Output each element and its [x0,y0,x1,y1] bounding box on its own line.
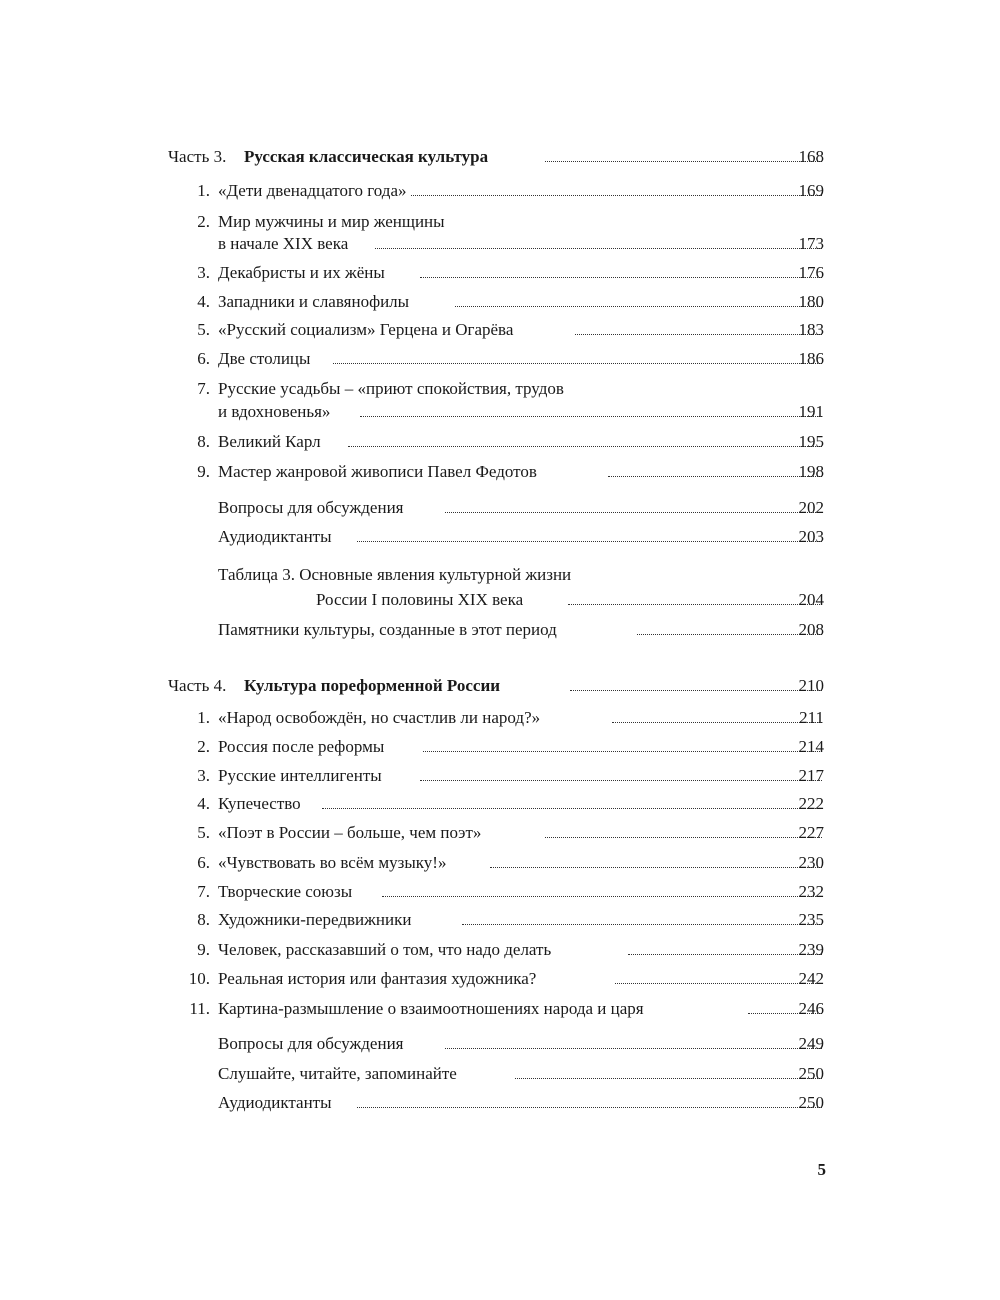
toc-entry[interactable] [0,319,1000,341]
page-ref: 239 [798,940,824,959]
entry-title: «Дети двенадцатого года» [218,180,410,202]
entry-number: 7. [197,379,210,398]
page-number: 5 [817,1160,826,1179]
dot-leader [445,1048,822,1049]
part-heading[interactable] [0,675,1000,697]
toc-entry[interactable] [0,378,1000,400]
dot-leader [357,541,822,542]
dot-leader [568,604,822,605]
dot-leader [570,690,822,691]
toc-entry[interactable] [0,180,1000,202]
toc-entry[interactable] [0,431,1000,453]
page-ref: 230 [798,853,824,872]
dot-leader [462,924,822,925]
entry-number: 1. [197,181,210,200]
dot-leader [575,334,822,335]
part-title: Культура пореформенной России [244,675,503,697]
toc-entry-continuation[interactable] [0,233,1000,255]
toc-entry[interactable] [0,291,1000,313]
toc-entry[interactable] [0,707,1000,729]
entry-title: Художники-передвижники [218,909,414,931]
entry-number: 3. [197,263,210,282]
toc-entry[interactable] [0,1063,1000,1085]
entry-title: Декабристы и их жёны [218,262,388,284]
dot-leader [445,512,822,513]
toc-entry[interactable] [0,822,1000,844]
entry-number: 10. [188,969,210,988]
page-ref: 183 [798,320,824,339]
dot-leader [612,722,822,723]
page-ref: 195 [798,432,824,451]
entry-number: 2. [197,737,210,756]
entry-title: Творческие союзы [218,881,355,903]
toc-entry[interactable] [0,793,1000,815]
dot-leader [360,416,822,417]
entry-number: 5. [197,823,210,842]
entry-title: Таблица 3. Основные явления культурной жизни [218,564,574,586]
toc-entry[interactable] [0,998,1000,1020]
entry-title: Русские усадьбы – «приют спокойствия, трудов [218,378,567,400]
toc-entry[interactable] [0,348,1000,370]
page-ref: 202 [798,498,824,517]
page-ref: 168 [798,147,824,166]
entry-title: «Чувствовать во всём музыку!» [218,852,449,874]
dot-leader [322,808,822,809]
dot-leader [390,195,822,196]
dot-leader [423,751,822,752]
page-ref: 173 [798,234,824,253]
entry-title: Великий Карл [218,431,324,453]
toc-entry[interactable] [0,564,1000,586]
page-ref: 191 [798,402,824,421]
entry-number: 4. [197,292,210,311]
part-title: Русская классическая культура [244,146,491,168]
toc-entry[interactable] [0,497,1000,519]
page-ref: 222 [798,794,824,813]
toc-entry[interactable] [0,1033,1000,1055]
toc-entry-continuation[interactable] [0,401,1000,423]
toc-entry[interactable] [0,1092,1000,1114]
entry-title: Западники и славянофилы [218,291,412,313]
page-ref: 211 [799,708,824,727]
page-ref: 169 [798,181,824,200]
dot-leader [490,867,822,868]
toc-entry[interactable] [0,909,1000,931]
page-ref: 214 [798,737,824,756]
dot-leader [375,248,822,249]
dot-leader [545,837,822,838]
part-label: Часть 3. [168,147,227,166]
entry-number: 1. [197,708,210,727]
entry-number: 6. [197,853,210,872]
dot-leader [333,363,822,364]
toc-entry-continuation[interactable] [0,589,1000,611]
entry-title: «Народ освобождён, но счастлив ли народ?» [218,707,543,729]
page-ref: 176 [798,263,824,282]
dot-leader [357,1107,822,1108]
toc-entry[interactable] [0,881,1000,903]
entry-title: Русские интеллигенты [218,765,385,787]
entry-number: 9. [197,940,210,959]
toc-entry[interactable] [0,765,1000,787]
entry-number: 6. [197,349,210,368]
toc-entry[interactable] [0,262,1000,284]
page-ref: 208 [798,620,824,639]
toc-entry[interactable] [0,939,1000,961]
toc-entry[interactable] [0,968,1000,990]
entry-title: Мир мужчины и мир женщины [218,211,448,233]
entry-title: Вопросы для обсуждения [218,497,406,519]
part-heading[interactable] [0,146,1000,168]
toc-entry[interactable] [0,461,1000,483]
toc-entry[interactable] [0,211,1000,233]
entry-title: Две столицы [218,348,313,370]
entry-number: 11. [189,999,210,1018]
entry-title-line2: в начале XIX века [218,233,351,255]
page-ref: 198 [798,462,824,481]
entry-title-line2: и вдохновенья» [218,401,333,423]
entry-title: Слушайте, читайте, запоминайте [218,1063,460,1085]
entry-title: Россия после реформы [218,736,387,758]
page-ref: 227 [798,823,824,842]
entry-title: Реальная история или фантазия художника? [218,968,539,990]
page-ref: 232 [798,882,824,901]
entry-number: 4. [197,794,210,813]
dot-leader [545,161,822,162]
page-ref: 242 [798,969,824,988]
page-ref: 249 [798,1034,824,1053]
page-ref: 186 [798,349,824,368]
dot-leader [420,277,822,278]
entry-title: Аудиодиктанты [218,526,335,548]
toc-entry[interactable] [0,526,1000,548]
page-ref: 250 [798,1093,824,1112]
entry-title: Мастер жанровой живописи Павел Федотов [218,461,540,483]
toc-entry[interactable] [0,852,1000,874]
entry-number: 8. [197,432,210,451]
entry-number: 3. [197,766,210,785]
part-label: Часть 4. [168,676,227,695]
entry-title: Памятники культуры, созданные в этот период [218,619,560,641]
entry-title: Вопросы для обсуждения [218,1033,406,1055]
dot-leader [420,780,822,781]
entry-number: 7. [197,882,210,901]
page-ref: 235 [798,910,824,929]
dot-leader [615,983,822,984]
page-ref: 203 [798,527,824,546]
entry-title: «Поэт в России – больше, чем поэт» [218,822,484,844]
page-ref: 250 [798,1064,824,1083]
page-ref: 180 [798,292,824,311]
entry-number: 8. [197,910,210,929]
page-ref: 217 [798,766,824,785]
entry-number: 2. [197,212,210,231]
entry-title: Человек, рассказавший о том, что надо делать [218,939,554,961]
dot-leader [382,896,822,897]
entry-title: Картина-размышление о взаимоотношениях народа и царя [218,998,647,1020]
entry-title: «Русский социализм» Герцена и Огарёва [218,319,516,341]
page-ref: 204 [798,590,824,609]
entry-number: 9. [197,462,210,481]
dot-leader [455,306,822,307]
dot-leader [608,476,822,477]
entry-number: 5. [197,320,210,339]
dot-leader [515,1078,822,1079]
entry-title: Купечество [218,793,304,815]
dot-leader [348,446,822,447]
entry-title-line2: России I половины XIX века [316,589,526,611]
page-ref: 246 [798,999,824,1018]
page-ref: 210 [798,676,824,695]
toc-entry[interactable] [0,619,1000,641]
toc-entry[interactable] [0,736,1000,758]
entry-title: Аудиодиктанты [218,1092,335,1114]
